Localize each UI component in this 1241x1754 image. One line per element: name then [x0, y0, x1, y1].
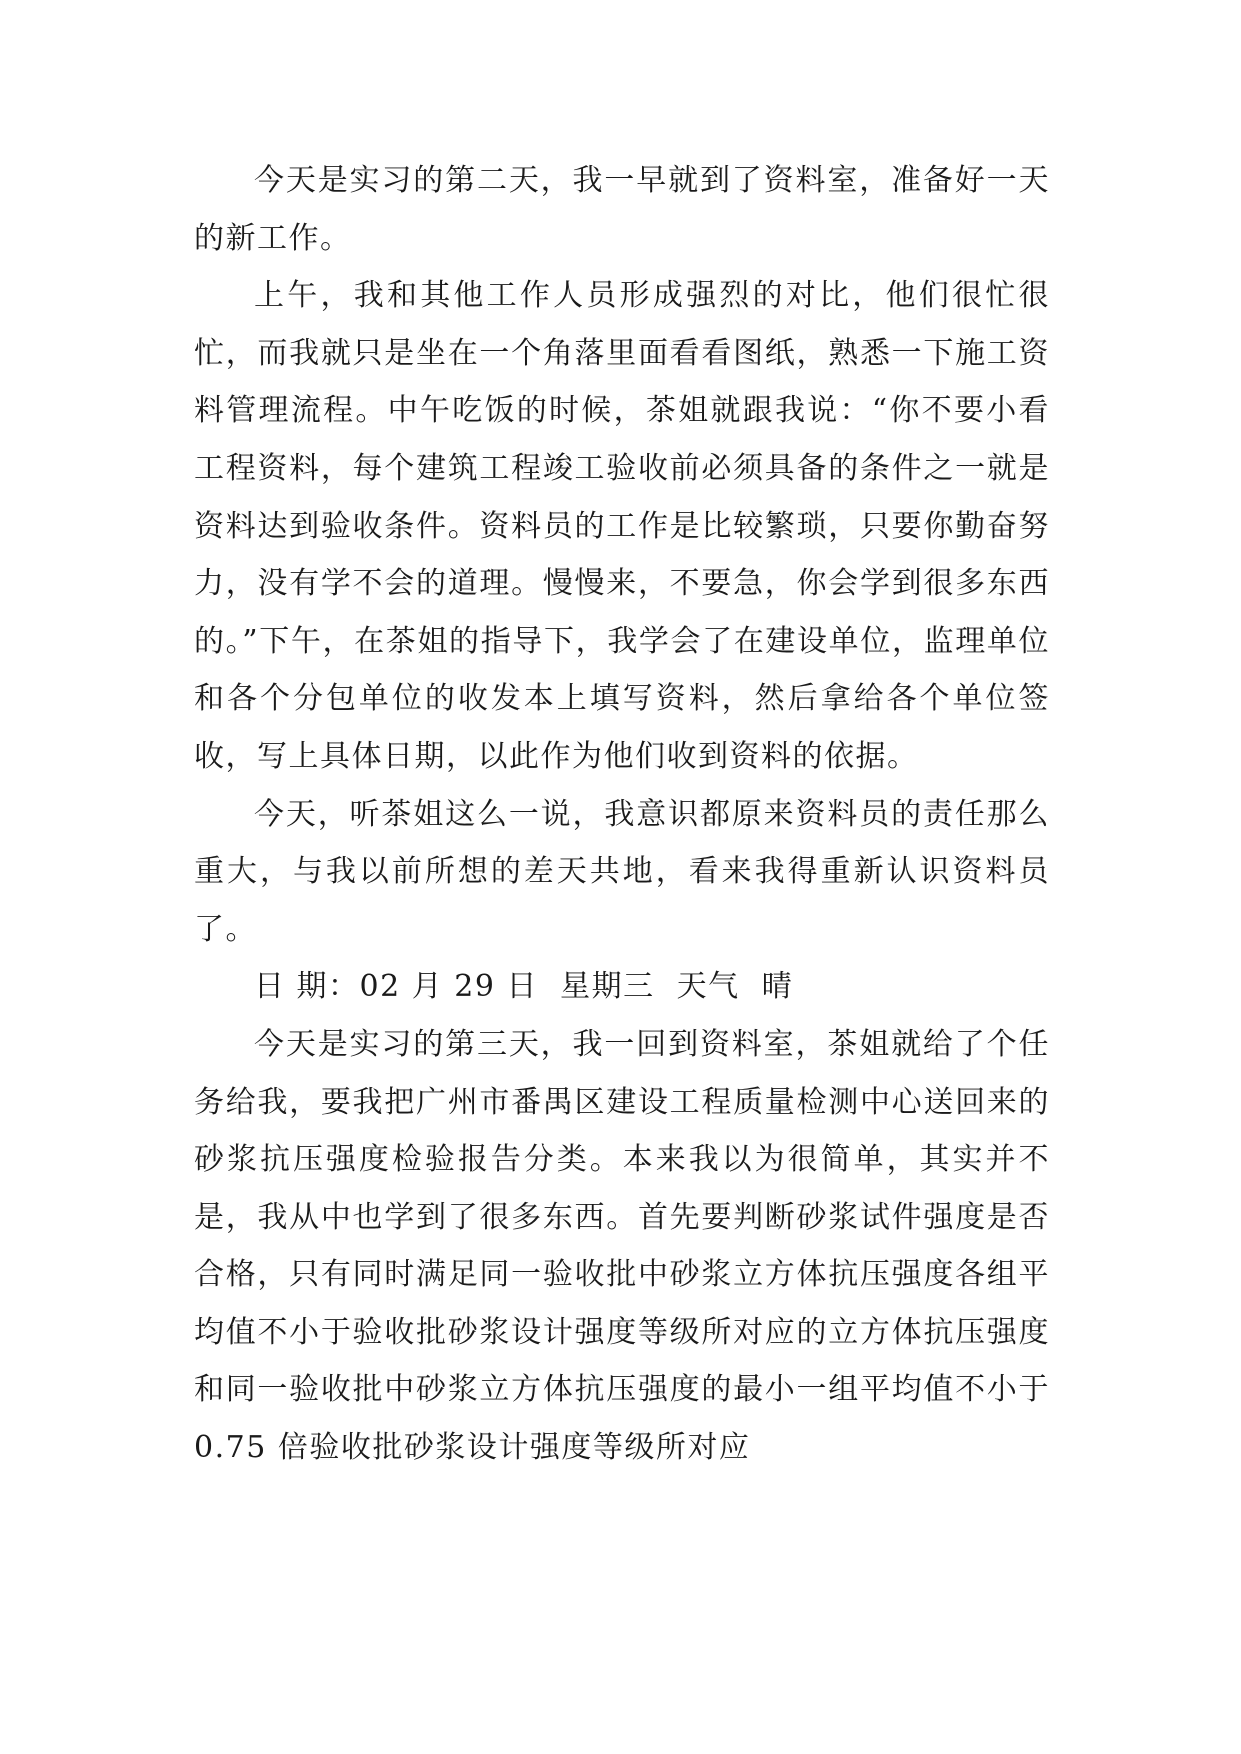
paragraph-day-two-reflection: 今天，听茶姐这么一说，我意识都原来资料员的责任那么重大，与我以前所想的差天共地，看来我得重新认识资料员了。 — [194, 796, 1050, 947]
document-body — [194, 152, 1050, 1477]
date-line: 日 期：02 月 29 日 星期三 天气 晴 — [254, 969, 794, 1005]
paragraph-day-two-intro: 今天是实习的第二天，我一早就到了资料室，准备好一天的新工作。 — [194, 163, 1050, 256]
paragraph-day-three: 今天是实习的第三天，我一回到资料室，茶姐就给了个任务给我，要我把广州市番禺区建设工程质量检测中心送回来的砂浆抗压强度检验报告分类。本来我以为很简单，其实并不是，我从中也学到了很多东西。首先要判断砂浆试件强度是否合格，只有同时满足同一验收批中砂浆立方体抗压强度各组平均值不小于验收批砂浆设计强度等级所对应的立方体抗压强度和同一验收批中砂浆立方体抗压强度的最小一组平均值不小于 0.75 倍验收批砂浆设计强度等级所对应 — [194, 1026, 1050, 1466]
paragraph-day-two-morning: 上午，我和其他工作人员形成强烈的对比，他们很忙很忙，而我就只是坐在一个角落里面看看图纸，熟悉一下施工资料管理流程。中午吃饭的时候，茶姐就跟我说：“你不要小看工程资料，每个建筑工程竣工验收前必须具备的条件之一就是资料达到验收条件。资料员的工作是比较繁琐，只要你勤奋努力，没有学不会的道理。慢慢来，不要急，你会学到很多东西的。”下午，在茶姐的指导下，我学会了在建设单位，监理单位和各个分包单位的收发本上填写资料，然后拿给各个单位签收，写上具体日期，以此作为他们收到资料的依据。 — [194, 278, 1050, 774]
